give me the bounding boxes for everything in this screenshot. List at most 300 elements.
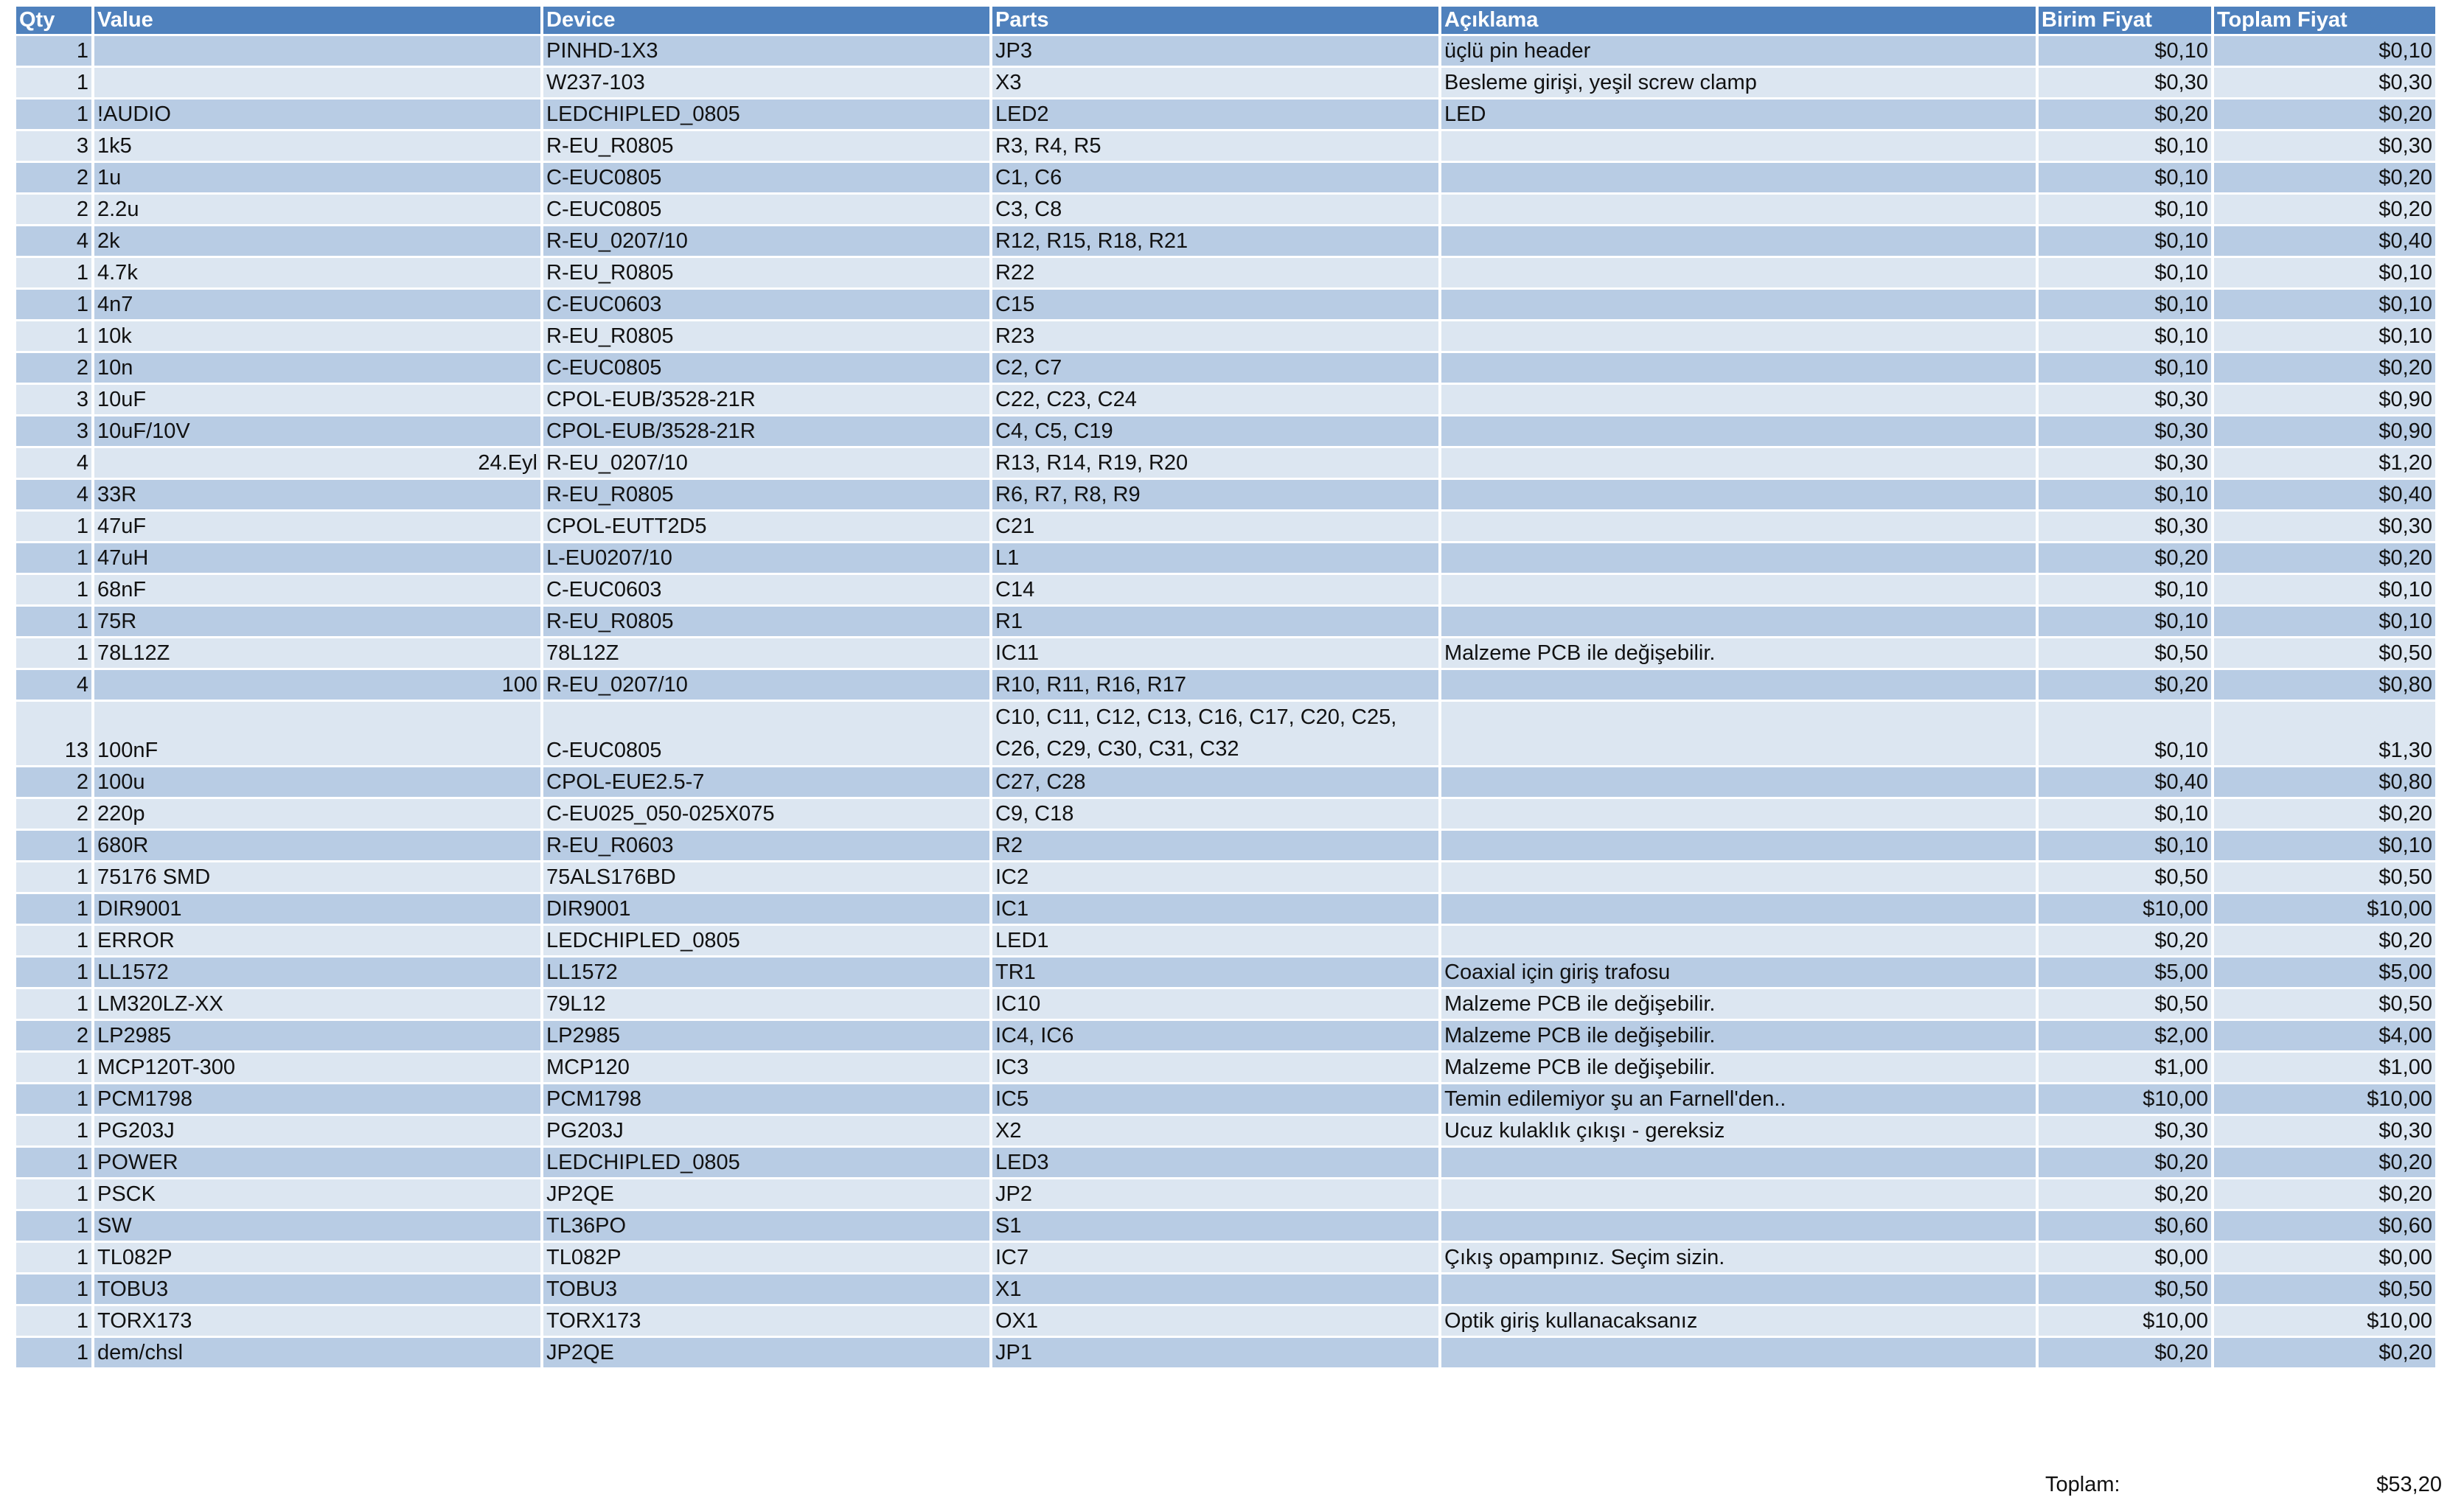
device-cell[interactable]: TORX173 bbox=[543, 1306, 989, 1336]
unit-price-cell[interactable]: $5,00 bbox=[2039, 958, 2211, 987]
parts-cell[interactable]: R10, R11, R16, R17 bbox=[992, 670, 1438, 700]
unit-price-cell[interactable]: $0,10 bbox=[2039, 163, 2211, 192]
aciklama-cell[interactable] bbox=[1441, 353, 2036, 383]
unit-price-cell[interactable]: $0,20 bbox=[2039, 1338, 2211, 1367]
parts-cell[interactable]: R23 bbox=[992, 321, 1438, 351]
total-price-cell[interactable]: $0,60 bbox=[2214, 1211, 2435, 1241]
value-cell[interactable]: TORX173 bbox=[94, 1306, 540, 1336]
value-cell[interactable]: 75R bbox=[94, 607, 540, 636]
grand-total-value[interactable]: $53,20 bbox=[2376, 1473, 2442, 1496]
total-price-cell[interactable]: $0,20 bbox=[2214, 1338, 2435, 1367]
parts-cell[interactable]: C9, C18 bbox=[992, 799, 1438, 829]
qty-cell[interactable]: 1 bbox=[16, 1211, 91, 1241]
value-cell[interactable]: 33R bbox=[94, 480, 540, 509]
parts-cell[interactable]: R2 bbox=[992, 831, 1438, 860]
table-row bbox=[16, 36, 2435, 66]
value-cell[interactable]: dem/chsl bbox=[94, 1338, 540, 1367]
unit-price-cell[interactable]: $0,20 bbox=[2039, 1179, 2211, 1209]
device-cell[interactable]: PCM1798 bbox=[543, 1084, 989, 1114]
total-price-cell[interactable]: $0,30 bbox=[2214, 131, 2435, 161]
device-cell[interactable]: R-EU_R0805 bbox=[543, 321, 989, 351]
unit-price-cell[interactable]: $1,00 bbox=[2039, 1053, 2211, 1082]
table-row bbox=[16, 670, 2435, 700]
qty-cell[interactable]: 1 bbox=[16, 575, 91, 604]
value-cell[interactable]: 2k bbox=[94, 226, 540, 256]
total-price-cell[interactable]: $0,20 bbox=[2214, 926, 2435, 955]
device-cell[interactable]: PG203J bbox=[543, 1116, 989, 1145]
value-cell[interactable]: 78L12Z bbox=[94, 638, 540, 668]
qty-cell[interactable]: 1 bbox=[16, 290, 91, 319]
aciklama-cell[interactable] bbox=[1441, 290, 2036, 319]
qty-cell[interactable]: 2 bbox=[16, 1021, 91, 1050]
total-price-cell[interactable]: $0,90 bbox=[2214, 385, 2435, 414]
device-cell[interactable]: R-EU_R0805 bbox=[543, 607, 989, 636]
aciklama-cell[interactable] bbox=[1441, 862, 2036, 892]
total-price-cell[interactable]: $0,50 bbox=[2214, 638, 2435, 668]
unit-price-cell[interactable]: $0,50 bbox=[2039, 638, 2211, 668]
total-price-cell[interactable]: $0,20 bbox=[2214, 353, 2435, 383]
unit-price-cell[interactable]: $10,00 bbox=[2039, 1084, 2211, 1114]
aciklama-cell[interactable] bbox=[1441, 1274, 2036, 1304]
parts-cell[interactable]: IC5 bbox=[992, 1084, 1438, 1114]
value-cell[interactable]: ERROR bbox=[94, 926, 540, 955]
parts-cell[interactable]: X3 bbox=[992, 68, 1438, 97]
aciklama-cell[interactable] bbox=[1441, 894, 2036, 924]
unit-price-cell[interactable]: $0,50 bbox=[2039, 1274, 2211, 1304]
value-cell[interactable]: 10n bbox=[94, 353, 540, 383]
aciklama-cell[interactable]: Ucuz kulaklık çıkışı - gereksiz bbox=[1441, 1116, 2036, 1145]
qty-cell[interactable]: 2 bbox=[16, 799, 91, 829]
qty-cell[interactable]: 1 bbox=[16, 607, 91, 636]
qty-cell[interactable]: 1 bbox=[16, 958, 91, 987]
qty-cell[interactable]: 1 bbox=[16, 68, 91, 97]
value-cell[interactable]: TOBU3 bbox=[94, 1274, 540, 1304]
parts-cell[interactable]: JP3 bbox=[992, 36, 1438, 66]
unit-price-cell[interactable]: $0,30 bbox=[2039, 1116, 2211, 1145]
value-cell[interactable] bbox=[94, 68, 540, 97]
qty-cell[interactable]: 13 bbox=[16, 702, 91, 765]
qty-cell[interactable]: 1 bbox=[16, 1116, 91, 1145]
header-total-price[interactable]: Toplam Fiyat bbox=[2214, 7, 2435, 34]
total-price-cell[interactable]: $0,30 bbox=[2214, 512, 2435, 541]
parts-cell[interactable]: R13, R14, R19, R20 bbox=[992, 448, 1438, 478]
qty-cell[interactable]: 1 bbox=[16, 831, 91, 860]
parts-cell[interactable]: R1 bbox=[992, 607, 1438, 636]
parts-cell[interactable]: C14 bbox=[992, 575, 1438, 604]
device-cell[interactable]: MCP120 bbox=[543, 1053, 989, 1082]
total-price-cell[interactable]: $1,00 bbox=[2214, 1053, 2435, 1082]
total-price-cell[interactable]: $0,80 bbox=[2214, 670, 2435, 700]
aciklama-cell[interactable] bbox=[1441, 607, 2036, 636]
qty-cell[interactable]: 1 bbox=[16, 100, 91, 129]
device-cell[interactable]: 75ALS176BD bbox=[543, 862, 989, 892]
device-cell[interactable]: TL36PO bbox=[543, 1211, 989, 1241]
device-cell[interactable]: JP2QE bbox=[543, 1179, 989, 1209]
header-aciklama[interactable]: Açıklama bbox=[1441, 7, 2036, 34]
parts-cell[interactable]: C4, C5, C19 bbox=[992, 416, 1438, 446]
value-cell[interactable]: DIR9001 bbox=[94, 894, 540, 924]
unit-price-cell[interactable]: $0,30 bbox=[2039, 512, 2211, 541]
aciklama-cell[interactable] bbox=[1441, 195, 2036, 224]
aciklama-cell[interactable] bbox=[1441, 321, 2036, 351]
device-cell[interactable]: L-EU0207/10 bbox=[543, 543, 989, 573]
value-cell[interactable]: SW bbox=[94, 1211, 540, 1241]
parts-cell[interactable]: IC7 bbox=[992, 1243, 1438, 1272]
qty-cell[interactable]: 1 bbox=[16, 36, 91, 66]
qty-cell[interactable]: 1 bbox=[16, 512, 91, 541]
value-cell[interactable]: LL1572 bbox=[94, 958, 540, 987]
device-cell[interactable]: C-EUC0805 bbox=[543, 702, 989, 765]
value-cell[interactable]: LM320LZ-XX bbox=[94, 989, 540, 1019]
qty-cell[interactable]: 1 bbox=[16, 862, 91, 892]
device-cell[interactable]: PINHD-1X3 bbox=[543, 36, 989, 66]
parts-cell[interactable]: LED2 bbox=[992, 100, 1438, 129]
qty-cell[interactable]: 3 bbox=[16, 416, 91, 446]
unit-price-cell[interactable]: $0,10 bbox=[2039, 702, 2211, 765]
total-price-cell[interactable]: $10,00 bbox=[2214, 894, 2435, 924]
unit-price-cell[interactable]: $0,00 bbox=[2039, 1243, 2211, 1272]
aciklama-cell[interactable] bbox=[1441, 416, 2036, 446]
total-price-cell[interactable]: $10,00 bbox=[2214, 1084, 2435, 1114]
parts-cell[interactable]: R12, R15, R18, R21 bbox=[992, 226, 1438, 256]
total-price-cell[interactable]: $1,20 bbox=[2214, 448, 2435, 478]
value-cell[interactable]: PG203J bbox=[94, 1116, 540, 1145]
device-cell[interactable]: CPOL-EUB/3528-21R bbox=[543, 416, 989, 446]
total-price-cell[interactable]: $0,50 bbox=[2214, 1274, 2435, 1304]
parts-cell[interactable]: C27, C28 bbox=[992, 767, 1438, 797]
parts-cell[interactable]: IC10 bbox=[992, 989, 1438, 1019]
aciklama-cell[interactable] bbox=[1441, 1211, 2036, 1241]
value-cell[interactable]: POWER bbox=[94, 1148, 540, 1177]
unit-price-cell[interactable]: $2,00 bbox=[2039, 1021, 2211, 1050]
value-cell[interactable]: PCM1798 bbox=[94, 1084, 540, 1114]
device-cell[interactable]: C-EUC0603 bbox=[543, 575, 989, 604]
device-cell[interactable]: TL082P bbox=[543, 1243, 989, 1272]
qty-cell[interactable]: 1 bbox=[16, 1274, 91, 1304]
total-price-cell[interactable]: $0,30 bbox=[2214, 1116, 2435, 1145]
aciklama-cell[interactable] bbox=[1441, 670, 2036, 700]
device-cell[interactable]: LEDCHIPLED_0805 bbox=[543, 926, 989, 955]
parts-cell[interactable]: LED1 bbox=[992, 926, 1438, 955]
qty-cell[interactable]: 1 bbox=[16, 1179, 91, 1209]
device-cell[interactable]: CPOL-EUE2.5-7 bbox=[543, 767, 989, 797]
total-price-cell[interactable]: $0,10 bbox=[2214, 607, 2435, 636]
total-price-cell[interactable]: $4,00 bbox=[2214, 1021, 2435, 1050]
parts-cell[interactable]: C3, C8 bbox=[992, 195, 1438, 224]
aciklama-cell[interactable] bbox=[1441, 448, 2036, 478]
value-cell[interactable]: 68nF bbox=[94, 575, 540, 604]
device-cell[interactable]: DIR9001 bbox=[543, 894, 989, 924]
value-cell[interactable]: 4.7k bbox=[94, 258, 540, 287]
qty-cell[interactable]: 2 bbox=[16, 353, 91, 383]
unit-price-cell[interactable]: $0,10 bbox=[2039, 575, 2211, 604]
value-cell[interactable]: 24.Eyl bbox=[94, 448, 540, 478]
unit-price-cell[interactable]: $0,10 bbox=[2039, 607, 2211, 636]
total-price-cell[interactable]: $0,20 bbox=[2214, 799, 2435, 829]
value-cell[interactable]: 1u bbox=[94, 163, 540, 192]
aciklama-cell[interactable] bbox=[1441, 575, 2036, 604]
device-cell[interactable]: 78L12Z bbox=[543, 638, 989, 668]
aciklama-cell[interactable] bbox=[1441, 1338, 2036, 1367]
value-cell[interactable]: 220p bbox=[94, 799, 540, 829]
qty-cell[interactable]: 1 bbox=[16, 543, 91, 573]
device-cell[interactable]: R-EU_R0805 bbox=[543, 480, 989, 509]
header-device[interactable]: Device bbox=[543, 7, 989, 34]
parts-cell[interactable]: IC4, IC6 bbox=[992, 1021, 1438, 1050]
device-cell[interactable]: CPOL-EUB/3528-21R bbox=[543, 385, 989, 414]
aciklama-cell[interactable]: üçlü pin header bbox=[1441, 36, 2036, 66]
value-cell[interactable]: 4n7 bbox=[94, 290, 540, 319]
parts-cell[interactable]: C2, C7 bbox=[992, 353, 1438, 383]
aciklama-cell[interactable]: Optik giriş kullanacaksanız bbox=[1441, 1306, 2036, 1336]
device-cell[interactable]: C-EUC0805 bbox=[543, 163, 989, 192]
parts-cell[interactable]: C1, C6 bbox=[992, 163, 1438, 192]
aciklama-cell[interactable]: Malzeme PCB ile değişebilir. bbox=[1441, 638, 2036, 668]
qty-cell[interactable]: 1 bbox=[16, 1243, 91, 1272]
qty-cell[interactable]: 1 bbox=[16, 894, 91, 924]
unit-price-cell[interactable]: $0,10 bbox=[2039, 226, 2211, 256]
parts-cell[interactable]: L1 bbox=[992, 543, 1438, 573]
unit-price-cell[interactable]: $0,10 bbox=[2039, 353, 2211, 383]
qty-cell[interactable]: 3 bbox=[16, 131, 91, 161]
aciklama-cell[interactable]: Malzeme PCB ile değişebilir. bbox=[1441, 1021, 2036, 1050]
aciklama-cell[interactable]: Malzeme PCB ile değişebilir. bbox=[1441, 1053, 2036, 1082]
value-cell[interactable]: 680R bbox=[94, 831, 540, 860]
value-cell[interactable]: TL082P bbox=[94, 1243, 540, 1272]
unit-price-cell[interactable]: $0,30 bbox=[2039, 68, 2211, 97]
total-price-cell[interactable]: $0,10 bbox=[2214, 290, 2435, 319]
total-price-cell[interactable]: $0,80 bbox=[2214, 767, 2435, 797]
value-cell[interactable]: PSCK bbox=[94, 1179, 540, 1209]
device-cell[interactable]: C-EU025_050-025X075 bbox=[543, 799, 989, 829]
qty-cell[interactable]: 2 bbox=[16, 195, 91, 224]
total-price-cell[interactable]: $0,30 bbox=[2214, 68, 2435, 97]
unit-price-cell[interactable]: $0,20 bbox=[2039, 926, 2211, 955]
parts-cell[interactable]: C22, C23, C24 bbox=[992, 385, 1438, 414]
header-qty[interactable]: Qty bbox=[16, 7, 91, 34]
parts-cell[interactable]: X1 bbox=[992, 1274, 1438, 1304]
parts-cell[interactable]: JP1 bbox=[992, 1338, 1438, 1367]
aciklama-cell[interactable] bbox=[1441, 926, 2036, 955]
unit-price-cell[interactable]: $0,30 bbox=[2039, 448, 2211, 478]
device-cell[interactable]: R-EU_R0805 bbox=[543, 258, 989, 287]
table-row bbox=[16, 1084, 2435, 1114]
device-cell[interactable]: C-EUC0603 bbox=[543, 290, 989, 319]
qty-cell[interactable]: 1 bbox=[16, 638, 91, 668]
aciklama-cell[interactable]: Malzeme PCB ile değişebilir. bbox=[1441, 989, 2036, 1019]
unit-price-cell[interactable]: $0,10 bbox=[2039, 195, 2211, 224]
total-price-cell[interactable]: $0,10 bbox=[2214, 575, 2435, 604]
total-price-cell[interactable]: $0,10 bbox=[2214, 321, 2435, 351]
parts-cell[interactable]: S1 bbox=[992, 1211, 1438, 1241]
total-price-cell[interactable]: $0,20 bbox=[2214, 1148, 2435, 1177]
value-cell[interactable] bbox=[94, 36, 540, 66]
unit-price-cell[interactable]: $0,10 bbox=[2039, 36, 2211, 66]
device-cell[interactable]: R-EU_0207/10 bbox=[543, 670, 989, 700]
aciklama-cell[interactable] bbox=[1441, 512, 2036, 541]
value-cell[interactable]: 47uH bbox=[94, 543, 540, 573]
aciklama-cell[interactable] bbox=[1441, 1148, 2036, 1177]
device-cell[interactable]: R-EU_R0603 bbox=[543, 831, 989, 860]
total-price-cell[interactable]: $0,40 bbox=[2214, 480, 2435, 509]
unit-price-cell[interactable]: $0,20 bbox=[2039, 543, 2211, 573]
aciklama-cell[interactable] bbox=[1441, 258, 2036, 287]
unit-price-cell[interactable]: $0,20 bbox=[2039, 100, 2211, 129]
qty-cell[interactable]: 1 bbox=[16, 321, 91, 351]
qty-cell[interactable]: 1 bbox=[16, 1148, 91, 1177]
parts-cell[interactable]: LED3 bbox=[992, 1148, 1438, 1177]
aciklama-cell[interactable] bbox=[1441, 480, 2036, 509]
aciklama-cell[interactable]: Temin edilemiyor şu an Farnell'den.. bbox=[1441, 1084, 2036, 1114]
total-price-cell[interactable]: $0,50 bbox=[2214, 862, 2435, 892]
qty-cell[interactable]: 2 bbox=[16, 767, 91, 797]
parts-cell[interactable]: C21 bbox=[992, 512, 1438, 541]
total-price-cell[interactable]: $0,20 bbox=[2214, 195, 2435, 224]
qty-cell[interactable]: 1 bbox=[16, 258, 91, 287]
value-cell[interactable]: 47uF bbox=[94, 512, 540, 541]
table-row bbox=[16, 1211, 2435, 1241]
header-parts[interactable]: Parts bbox=[992, 7, 1438, 34]
device-cell[interactable]: C-EUC0805 bbox=[543, 195, 989, 224]
total-price-cell[interactable]: $1,30 bbox=[2214, 702, 2435, 765]
qty-cell[interactable]: 4 bbox=[16, 480, 91, 509]
value-cell[interactable]: !AUDIO bbox=[94, 100, 540, 129]
unit-price-cell[interactable]: $0,40 bbox=[2039, 767, 2211, 797]
device-cell[interactable]: LP2985 bbox=[543, 1021, 989, 1050]
value-cell[interactable]: LP2985 bbox=[94, 1021, 540, 1050]
total-price-cell[interactable]: $0,20 bbox=[2214, 163, 2435, 192]
device-cell[interactable]: CPOL-EUTT2D5 bbox=[543, 512, 989, 541]
value-cell[interactable]: 2.2u bbox=[94, 195, 540, 224]
total-price-cell[interactable]: $0,10 bbox=[2214, 36, 2435, 66]
total-price-cell[interactable]: $0,00 bbox=[2214, 1243, 2435, 1272]
unit-price-cell[interactable]: $0,10 bbox=[2039, 480, 2211, 509]
parts-cell[interactable]: OX1 bbox=[992, 1306, 1438, 1336]
device-cell[interactable]: R-EU_R0805 bbox=[543, 131, 989, 161]
unit-price-cell[interactable]: $0,10 bbox=[2039, 831, 2211, 860]
device-cell[interactable]: C-EUC0805 bbox=[543, 353, 989, 383]
unit-price-cell[interactable]: $0,30 bbox=[2039, 416, 2211, 446]
unit-price-cell[interactable]: $0,30 bbox=[2039, 385, 2211, 414]
unit-price-cell[interactable]: $0,10 bbox=[2039, 290, 2211, 319]
parts-cell[interactable]: C15 bbox=[992, 290, 1438, 319]
device-cell[interactable]: 79L12 bbox=[543, 989, 989, 1019]
aciklama-cell[interactable] bbox=[1441, 163, 2036, 192]
aciklama-cell[interactable] bbox=[1441, 702, 2036, 765]
qty-cell[interactable]: 4 bbox=[16, 670, 91, 700]
parts-cell[interactable]: C10, C11, C12, C13, C16, C17, C20, C25, C26, C29, C30, C31, C32 bbox=[992, 702, 1438, 765]
value-cell[interactable]: 100 bbox=[94, 670, 540, 700]
aciklama-cell[interactable] bbox=[1441, 767, 2036, 797]
device-cell[interactable]: LEDCHIPLED_0805 bbox=[543, 100, 989, 129]
total-price-cell[interactable]: $0,40 bbox=[2214, 226, 2435, 256]
device-cell[interactable]: TOBU3 bbox=[543, 1274, 989, 1304]
aciklama-cell[interactable]: Çıkış opampınız. Seçim sizin. bbox=[1441, 1243, 2036, 1272]
qty-cell[interactable]: 2 bbox=[16, 163, 91, 192]
qty-cell[interactable]: 4 bbox=[16, 448, 91, 478]
unit-price-cell[interactable]: $0,20 bbox=[2039, 670, 2211, 700]
total-price-cell[interactable]: $0,20 bbox=[2214, 1179, 2435, 1209]
qty-cell[interactable]: 1 bbox=[16, 926, 91, 955]
qty-cell[interactable]: 3 bbox=[16, 385, 91, 414]
device-cell[interactable]: R-EU_0207/10 bbox=[543, 226, 989, 256]
total-price-cell[interactable]: $0,10 bbox=[2214, 831, 2435, 860]
aciklama-cell[interactable] bbox=[1441, 831, 2036, 860]
parts-cell[interactable]: R6, R7, R8, R9 bbox=[992, 480, 1438, 509]
value-cell[interactable]: 75176 SMD bbox=[94, 862, 540, 892]
aciklama-cell[interactable] bbox=[1441, 1179, 2036, 1209]
aciklama-cell[interactable]: Coaxial için giriş trafosu bbox=[1441, 958, 2036, 987]
total-price-cell[interactable]: $0,20 bbox=[2214, 543, 2435, 573]
header-unit-price[interactable]: Birim Fiyat bbox=[2039, 7, 2211, 34]
aciklama-cell[interactable] bbox=[1441, 543, 2036, 573]
value-cell[interactable]: 10uF/10V bbox=[94, 416, 540, 446]
total-price-cell[interactable]: $5,00 bbox=[2214, 958, 2435, 987]
total-price-cell[interactable]: $0,20 bbox=[2214, 100, 2435, 129]
qty-cell[interactable]: 1 bbox=[16, 1338, 91, 1367]
parts-cell[interactable]: R22 bbox=[992, 258, 1438, 287]
value-cell[interactable]: 10uF bbox=[94, 385, 540, 414]
parts-cell[interactable]: IC11 bbox=[992, 638, 1438, 668]
value-cell[interactable]: MCP120T-300 bbox=[94, 1053, 540, 1082]
aciklama-cell[interactable]: Besleme girişi, yeşil screw clamp bbox=[1441, 68, 2036, 97]
header-value[interactable]: Value bbox=[94, 7, 540, 34]
qty-cell[interactable]: 1 bbox=[16, 1084, 91, 1114]
unit-price-cell[interactable]: $10,00 bbox=[2039, 1306, 2211, 1336]
aciklama-cell[interactable]: LED bbox=[1441, 100, 2036, 129]
aciklama-cell[interactable] bbox=[1441, 226, 2036, 256]
table-row bbox=[16, 1021, 2435, 1050]
unit-price-cell[interactable]: $0,10 bbox=[2039, 258, 2211, 287]
value-cell[interactable]: 100nF bbox=[94, 702, 540, 765]
device-cell[interactable]: W237-103 bbox=[543, 68, 989, 97]
total-price-cell[interactable]: $0,50 bbox=[2214, 989, 2435, 1019]
qty-cell[interactable]: 1 bbox=[16, 1306, 91, 1336]
parts-cell[interactable]: IC3 bbox=[992, 1053, 1438, 1082]
value-cell[interactable]: 1k5 bbox=[94, 131, 540, 161]
value-cell[interactable]: 10k bbox=[94, 321, 540, 351]
unit-price-cell[interactable]: $0,50 bbox=[2039, 862, 2211, 892]
total-price-cell[interactable]: $0,90 bbox=[2214, 416, 2435, 446]
device-cell[interactable]: JP2QE bbox=[543, 1338, 989, 1367]
unit-price-cell[interactable]: $10,00 bbox=[2039, 894, 2211, 924]
value-cell[interactable]: 100u bbox=[94, 767, 540, 797]
unit-price-cell[interactable]: $0,10 bbox=[2039, 131, 2211, 161]
device-cell[interactable]: LL1572 bbox=[543, 958, 989, 987]
unit-price-cell[interactable]: $0,20 bbox=[2039, 1148, 2211, 1177]
parts-cell[interactable]: X2 bbox=[992, 1116, 1438, 1145]
total-price-cell[interactable]: $10,00 bbox=[2214, 1306, 2435, 1336]
device-cell[interactable]: R-EU_0207/10 bbox=[543, 448, 989, 478]
aciklama-cell[interactable] bbox=[1441, 799, 2036, 829]
aciklama-cell[interactable] bbox=[1441, 385, 2036, 414]
device-cell[interactable]: LEDCHIPLED_0805 bbox=[543, 1148, 989, 1177]
qty-cell[interactable]: 4 bbox=[16, 226, 91, 256]
parts-cell[interactable]: IC2 bbox=[992, 862, 1438, 892]
total-price-cell[interactable]: $0,10 bbox=[2214, 258, 2435, 287]
qty-cell[interactable]: 1 bbox=[16, 989, 91, 1019]
parts-cell[interactable]: IC1 bbox=[992, 894, 1438, 924]
unit-price-cell[interactable]: $0,60 bbox=[2039, 1211, 2211, 1241]
parts-cell[interactable]: TR1 bbox=[992, 958, 1438, 987]
qty-cell[interactable]: 1 bbox=[16, 1053, 91, 1082]
aciklama-cell[interactable] bbox=[1441, 131, 2036, 161]
unit-price-cell[interactable]: $0,50 bbox=[2039, 989, 2211, 1019]
parts-cell[interactable]: R3, R4, R5 bbox=[992, 131, 1438, 161]
parts-cell[interactable]: JP2 bbox=[992, 1179, 1438, 1209]
unit-price-cell[interactable]: $0,10 bbox=[2039, 321, 2211, 351]
unit-price-cell[interactable]: $0,10 bbox=[2039, 799, 2211, 829]
